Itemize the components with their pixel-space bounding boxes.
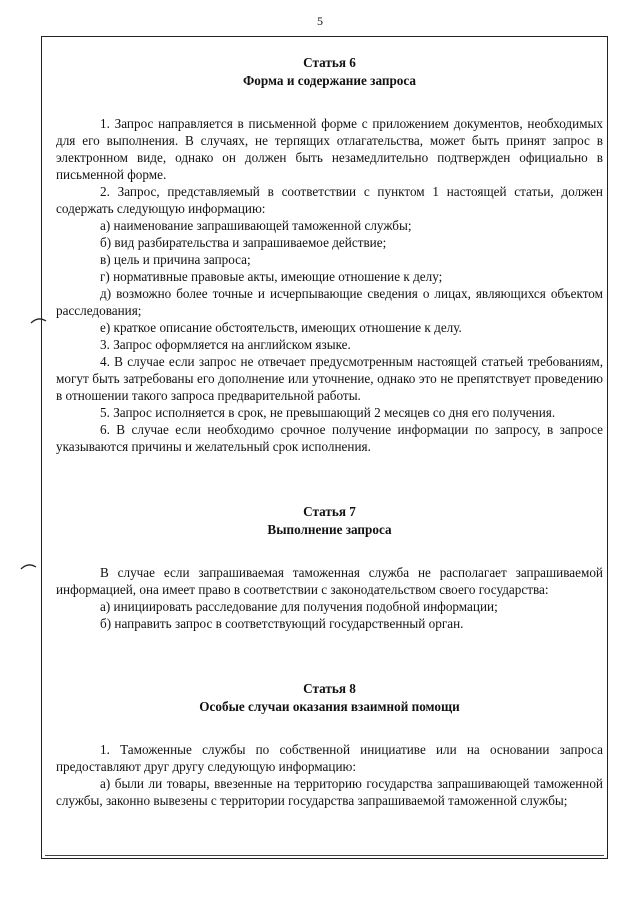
article-7 xyxy=(56,503,603,632)
article-heading: Форма и содержание запроса xyxy=(242,73,416,88)
paragraph: 2. Запрос, представляемый в соответствии с пунктом 1 настоящей статьи, должен содержать следующую информацию: xyxy=(56,184,603,216)
list-item: г) нормативные правовые акты, имеющие отношение к делу; xyxy=(100,269,443,284)
list-item: б) направить запрос в соответствующий государственный орган. xyxy=(100,616,464,631)
document-body xyxy=(56,54,603,809)
paragraph: 1. Запрос направляется в письменной форме с приложением документов, необходимых для его выполнения. В случаях, не терпящих отлагательства, может быть принят запрос в электронном виде, однако он должен быть незамедлительно подтвержден официально в письменной форме. xyxy=(56,116,603,182)
hole-punch-mark xyxy=(30,316,48,324)
article-8 xyxy=(56,680,603,809)
paragraph: 4. В случае если запрос не отвечает предусмотренным настоящей статьей требованиям, могут быть затребованы его дополнение или уточнение, однако это не препятствует проведению в отношении такого запроса предварительной работы. xyxy=(56,354,603,403)
paragraph: 3. Запрос оформляется на английском языке. xyxy=(100,337,351,352)
paragraph: 6. В случае если необходимо срочное получение информации по запросу, в запросе указываются причины и желательный срок исполнения. xyxy=(56,422,603,454)
article-heading: Выполнение запроса xyxy=(267,522,392,537)
article-6 xyxy=(56,54,603,455)
list-item: в) цель и причина запроса; xyxy=(100,252,251,267)
article-title: Статья 8 xyxy=(303,681,356,696)
paragraph: 1. Таможенные службы по собственной инициативе или на основании запроса предоставляют друг другу следующую информацию: xyxy=(56,742,603,774)
page-number: 5 xyxy=(317,14,323,28)
article-title: Статья 6 xyxy=(303,55,356,70)
list-item: а) были ли товары, ввезенные на территорию государства запрашивающей таможенной службы, законно вывезены с территории государства запрашиваемой таможенной службы; xyxy=(56,776,603,808)
list-item: б) вид разбирательства и запрашиваемое действие; xyxy=(100,235,387,250)
article-heading: Особые случаи оказания взаимной помощи xyxy=(199,699,460,714)
article-title: Статья 7 xyxy=(303,504,356,519)
paragraph: 5. Запрос исполняется в срок, не превышающий 2 месяцев со дня его получения. xyxy=(100,405,556,420)
list-item: д) возможно более точные и исчерпывающие сведения о лицах, являющихся объектом расследования; xyxy=(56,286,603,318)
list-item: е) краткое описание обстоятельств, имеющих отношение к делу. xyxy=(100,320,462,335)
list-item: а) наименование запрашивающей таможенной службы; xyxy=(100,218,412,233)
hole-punch-mark xyxy=(20,562,38,570)
list-item: а) инициировать расследование для получения подобной информации; xyxy=(100,599,498,614)
paragraph: В случае если запрашиваемая таможенная служба не располагает запрашиваемой информацией, она имеет право в соответствии с законодательством своего государства: xyxy=(56,565,603,597)
